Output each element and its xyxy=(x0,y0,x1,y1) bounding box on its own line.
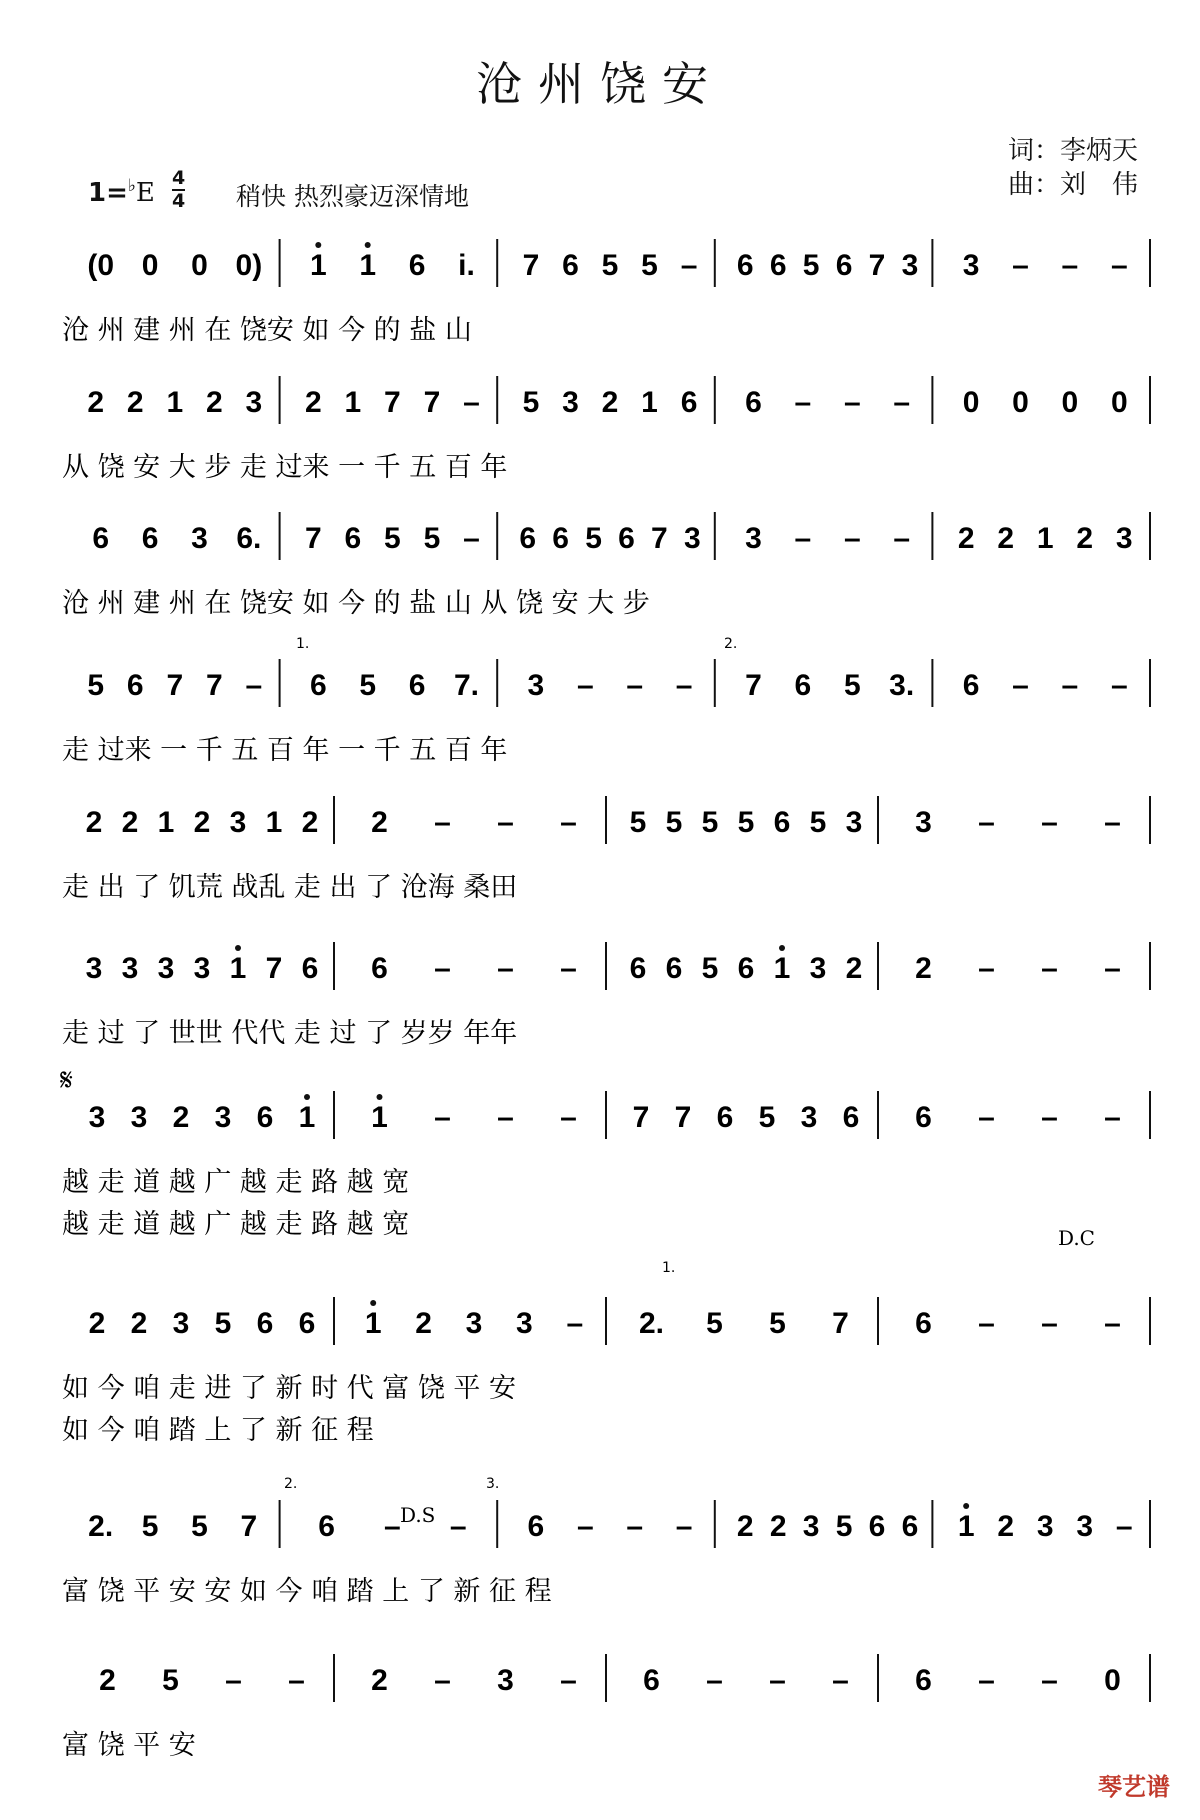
lyric-line: 富 饶 平 安 安 如 今 咱 踏 上 了 新 征 程 xyxy=(62,1576,552,1607)
note: 3 xyxy=(1076,1510,1094,1543)
note: 5 xyxy=(87,669,105,702)
note: 3 xyxy=(88,1101,106,1134)
meter-bottom: 4 xyxy=(172,190,186,212)
note: – xyxy=(560,952,577,985)
note: 3 xyxy=(745,522,762,555)
high-octave-dot xyxy=(963,1503,969,1509)
note: 5 xyxy=(522,386,540,419)
note: 1 xyxy=(641,386,658,419)
note: 6 xyxy=(618,522,635,555)
note: – xyxy=(560,1101,577,1134)
note: 6 xyxy=(736,249,754,282)
note: – xyxy=(1041,1307,1058,1340)
key-prefix: 1= xyxy=(88,178,128,208)
ending-1-label: 1. xyxy=(296,636,310,652)
note: 3 xyxy=(915,806,932,839)
note: – xyxy=(497,952,514,985)
note: 0 xyxy=(1104,1664,1121,1697)
note: – xyxy=(843,522,861,555)
note: 3 xyxy=(497,1664,514,1697)
note: 2 xyxy=(305,386,322,419)
high-octave-dot xyxy=(377,1094,383,1100)
note: 6 xyxy=(527,1510,545,1543)
note: 7 xyxy=(305,522,322,555)
note: 2 xyxy=(205,386,223,419)
note: – xyxy=(893,386,911,419)
note: 1 xyxy=(957,1510,975,1543)
note: 1 xyxy=(309,249,327,282)
note: 3 xyxy=(562,386,579,419)
note: 6 xyxy=(301,952,319,985)
note: 5 xyxy=(384,522,401,555)
note: 2 xyxy=(85,806,103,839)
note: 7 xyxy=(632,1101,650,1134)
note: – xyxy=(1012,669,1029,702)
note: 5 xyxy=(191,1510,208,1543)
note: 1 xyxy=(157,806,175,839)
note: 2 xyxy=(371,806,388,839)
lyric-line: 走 出 了 饥荒 战乱 走 出 了 沧海 桑田 xyxy=(62,872,518,903)
tempo-marking: 稍快 热烈豪迈深情地 xyxy=(236,182,469,211)
note: 2. xyxy=(638,1307,665,1340)
dc-mark: D.C xyxy=(1058,1226,1095,1250)
note: – xyxy=(626,669,644,702)
lyric-line: 从 饶 安 大 步 走 过来 一 千 五 百 年 xyxy=(62,452,508,483)
note: – xyxy=(434,1664,451,1697)
note: 5 xyxy=(601,249,619,282)
note: 7 xyxy=(651,522,668,555)
note: 3 xyxy=(85,952,103,985)
note: 3 xyxy=(1036,1510,1054,1543)
lyric-line: 走 过 了 世世 代代 走 过 了 岁岁 年年 xyxy=(62,1018,518,1049)
note: – xyxy=(978,1101,995,1134)
note: 6. xyxy=(236,522,262,555)
note: 2 xyxy=(193,806,211,839)
note: 5 xyxy=(701,952,719,985)
note: – xyxy=(675,1510,693,1543)
lyric-line: 越 走 道 越 广 越 走 路 越 宽 xyxy=(62,1167,410,1198)
note: 3 xyxy=(465,1307,483,1340)
ending-2-label: 2. xyxy=(724,636,738,652)
note: 7 xyxy=(423,386,441,419)
note: – xyxy=(288,1664,305,1697)
lyric-line: 如 今 咱 踏 上 了 新 征 程 xyxy=(62,1415,374,1446)
note: 6 xyxy=(519,522,537,555)
high-octave-dot xyxy=(370,1300,376,1306)
note: 6 xyxy=(962,669,980,702)
note: 5 xyxy=(214,1307,232,1340)
note: 3 xyxy=(516,1307,533,1340)
note: 3 xyxy=(527,669,545,702)
note: – xyxy=(978,1307,995,1340)
note: 7 xyxy=(265,952,283,985)
note: 5 xyxy=(758,1101,776,1134)
note: – xyxy=(978,952,995,985)
note: 6 xyxy=(835,249,853,282)
note: – xyxy=(1061,669,1079,702)
ending-3-label: 3. xyxy=(486,1476,500,1492)
lyric-line: 走 过来 一 千 五 百 年 一 千 五 百 年 xyxy=(62,735,508,766)
note: 5 xyxy=(359,669,377,702)
note: – xyxy=(978,806,995,839)
note: 5 xyxy=(141,1510,159,1543)
note: 6 xyxy=(256,1101,274,1134)
note: 5 xyxy=(162,1664,179,1697)
note: 6 xyxy=(665,952,683,985)
note: 6 xyxy=(408,669,426,702)
note: 6 xyxy=(794,669,812,702)
note: 3 xyxy=(229,806,247,839)
note: 3 xyxy=(800,1101,818,1134)
note: 7. xyxy=(453,669,480,702)
note: 3 xyxy=(245,386,263,419)
note: 6 xyxy=(769,249,787,282)
note: 5 xyxy=(641,249,658,282)
note: – xyxy=(1110,669,1128,702)
note: 6 xyxy=(901,1510,919,1543)
note: 6 xyxy=(915,1664,932,1697)
note: 6 xyxy=(141,522,159,555)
ending-1-label-b: 1. xyxy=(662,1260,676,1276)
note: – xyxy=(576,1510,594,1543)
note: – xyxy=(225,1664,242,1697)
high-octave-dot xyxy=(779,945,785,951)
note: – xyxy=(434,806,451,839)
note: – xyxy=(1041,1101,1058,1134)
note: (0 xyxy=(87,249,115,282)
meter-top: 4 xyxy=(172,167,186,189)
note: 2 xyxy=(601,386,619,419)
note: 1 xyxy=(298,1101,316,1134)
ending-2-label-b: 2. xyxy=(284,1476,298,1492)
high-octave-dot xyxy=(365,242,371,248)
note: 0 xyxy=(191,249,208,282)
note: 1 xyxy=(229,952,247,985)
note: 1 xyxy=(371,1101,388,1134)
note: – xyxy=(1115,1510,1133,1543)
note: 2 xyxy=(1076,522,1094,555)
note: – xyxy=(1041,952,1058,985)
note: 5 xyxy=(769,1307,786,1340)
note: – xyxy=(626,1510,644,1543)
note: 3 xyxy=(962,249,980,282)
note: 5 xyxy=(737,806,755,839)
note: 1 xyxy=(773,952,791,985)
note: 3 xyxy=(683,522,701,555)
note: – xyxy=(769,1664,786,1697)
note: 5 xyxy=(835,1510,853,1543)
note: 6 xyxy=(552,522,569,555)
note: – xyxy=(978,1664,995,1697)
lyricist: 词：李炳天 xyxy=(1007,136,1138,166)
note: – xyxy=(1110,249,1128,282)
note: 2 xyxy=(371,1664,388,1697)
note: 6 xyxy=(643,1664,660,1697)
lyric-line: 沧 州 建 州 在 饶安 如 今 的 盐 山 xyxy=(62,315,472,346)
note: 0 xyxy=(1061,386,1079,419)
high-octave-dot xyxy=(235,945,241,951)
lyric-line: 如 今 咱 走 进 了 新 时 代 富 饶 平 安 xyxy=(62,1373,516,1404)
note: 1 xyxy=(344,386,362,419)
high-octave-dot xyxy=(315,242,321,248)
note: 7 xyxy=(522,249,540,282)
note: 3 xyxy=(191,522,208,555)
lyric-line: 沧 州 建 州 在 饶安 如 今 的 盐 山 从 饶 安 大 步 xyxy=(62,588,650,619)
note: 7 xyxy=(166,669,184,702)
note: 6 xyxy=(408,249,426,282)
note: – xyxy=(832,1664,849,1697)
note: 1 xyxy=(265,806,283,839)
key-letter: E xyxy=(135,178,155,208)
note: 5 xyxy=(802,249,820,282)
note: – xyxy=(566,1307,584,1340)
note: 2 xyxy=(130,1307,148,1340)
note: 6 xyxy=(344,522,362,555)
note: 7 xyxy=(674,1101,692,1134)
note: 6 xyxy=(126,669,144,702)
note: – xyxy=(1012,249,1029,282)
note: 3 xyxy=(1115,522,1133,555)
note: 2 xyxy=(172,1101,190,1134)
note: 3 xyxy=(214,1101,232,1134)
note: 3 xyxy=(802,1510,820,1543)
note: – xyxy=(680,249,698,282)
note: 3 xyxy=(845,806,863,839)
note: 5 xyxy=(423,522,441,555)
note: – xyxy=(497,1101,514,1134)
note: 5 xyxy=(585,522,602,555)
note: 3 xyxy=(193,952,211,985)
note: 5 xyxy=(665,806,683,839)
note: 6 xyxy=(842,1101,860,1134)
note: 1 xyxy=(359,249,377,282)
note: – xyxy=(893,522,911,555)
note: 2 xyxy=(997,1510,1015,1543)
note: – xyxy=(434,952,451,985)
composer: 曲：刘 伟 xyxy=(1007,170,1138,200)
note: 5 xyxy=(701,806,719,839)
note: 6 xyxy=(92,522,110,555)
ds-mark: D.S xyxy=(400,1503,436,1527)
note: 6 xyxy=(745,386,762,419)
note: 6 xyxy=(371,952,388,985)
note: – xyxy=(560,1664,577,1697)
note: 6 xyxy=(256,1307,274,1340)
note: – xyxy=(1104,952,1121,985)
note: 3 xyxy=(121,952,139,985)
note: 5 xyxy=(629,806,647,839)
note: 1 xyxy=(166,386,184,419)
note: 6 xyxy=(773,806,791,839)
note: 7 xyxy=(745,669,762,702)
note: 6 xyxy=(915,1307,932,1340)
note: 2 xyxy=(997,522,1015,555)
note: 3. xyxy=(889,669,915,702)
song-title: 沧州饶安 xyxy=(476,57,724,111)
note: 0 xyxy=(962,386,980,419)
note: 5 xyxy=(843,669,861,702)
note: – xyxy=(560,806,577,839)
note: 0) xyxy=(235,249,263,282)
note: 6 xyxy=(915,1101,932,1134)
lyric-line: 越 走 道 越 广 越 走 路 越 宽 xyxy=(62,1209,410,1240)
note: – xyxy=(463,386,480,419)
note: 2 xyxy=(957,522,975,555)
note: 2 xyxy=(915,952,932,985)
note: – xyxy=(843,386,861,419)
note: 3 xyxy=(809,952,827,985)
watermark-logo: 琴艺谱 xyxy=(1098,1773,1170,1801)
note: – xyxy=(497,806,514,839)
note: 3 xyxy=(157,952,175,985)
note: 6 xyxy=(737,952,755,985)
note: 6 xyxy=(716,1101,734,1134)
note: 0 xyxy=(1110,386,1128,419)
note: – xyxy=(245,669,263,702)
note: 3 xyxy=(130,1101,148,1134)
note: 0 xyxy=(1012,386,1029,419)
note: 5 xyxy=(809,806,827,839)
note: 7 xyxy=(868,249,886,282)
note: – xyxy=(1041,806,1058,839)
flat-sign: ♭ xyxy=(127,176,136,196)
note: 2 xyxy=(301,806,319,839)
high-octave-dot xyxy=(304,1094,310,1100)
note: 1 xyxy=(364,1307,382,1340)
note: 2. xyxy=(88,1510,114,1543)
note: 6 xyxy=(562,249,579,282)
note: 3 xyxy=(172,1307,190,1340)
note: 7 xyxy=(832,1307,849,1340)
note: – xyxy=(1041,1664,1058,1697)
note: – xyxy=(1104,1307,1121,1340)
note: – xyxy=(449,1510,467,1543)
note: i. xyxy=(458,249,475,282)
note: 6 xyxy=(680,386,698,419)
note: 2 xyxy=(845,952,863,985)
note: 6 xyxy=(309,669,327,702)
note: – xyxy=(463,522,480,555)
note: 6 xyxy=(298,1307,316,1340)
segno-sign: 𝄋 xyxy=(60,1063,73,1098)
note: 0 xyxy=(141,249,159,282)
note: 7 xyxy=(384,386,401,419)
note: – xyxy=(675,669,693,702)
note: – xyxy=(1104,1101,1121,1134)
note: 2 xyxy=(415,1307,432,1340)
note: 2 xyxy=(126,386,144,419)
note: 3 xyxy=(901,249,919,282)
lyric-line: 富 饶 平 安 xyxy=(62,1730,196,1761)
note: 6 xyxy=(868,1510,886,1543)
note: – xyxy=(576,669,594,702)
note: – xyxy=(384,1510,401,1543)
note: – xyxy=(706,1664,723,1697)
note: – xyxy=(794,522,812,555)
note: 2 xyxy=(736,1510,754,1543)
note: – xyxy=(1104,806,1121,839)
note: 2 xyxy=(769,1510,787,1543)
note: 7 xyxy=(205,669,223,702)
note: 5 xyxy=(706,1307,723,1340)
note: 6 xyxy=(318,1510,335,1543)
note: 6 xyxy=(629,952,647,985)
note: 7 xyxy=(240,1510,258,1543)
note: 2 xyxy=(121,806,139,839)
note: – xyxy=(794,386,812,419)
note: – xyxy=(1061,249,1079,282)
note: 2 xyxy=(88,1307,106,1340)
note: 1 xyxy=(1036,522,1054,555)
note: 2 xyxy=(87,386,105,419)
note: 2 xyxy=(99,1664,116,1697)
note: – xyxy=(434,1101,451,1134)
